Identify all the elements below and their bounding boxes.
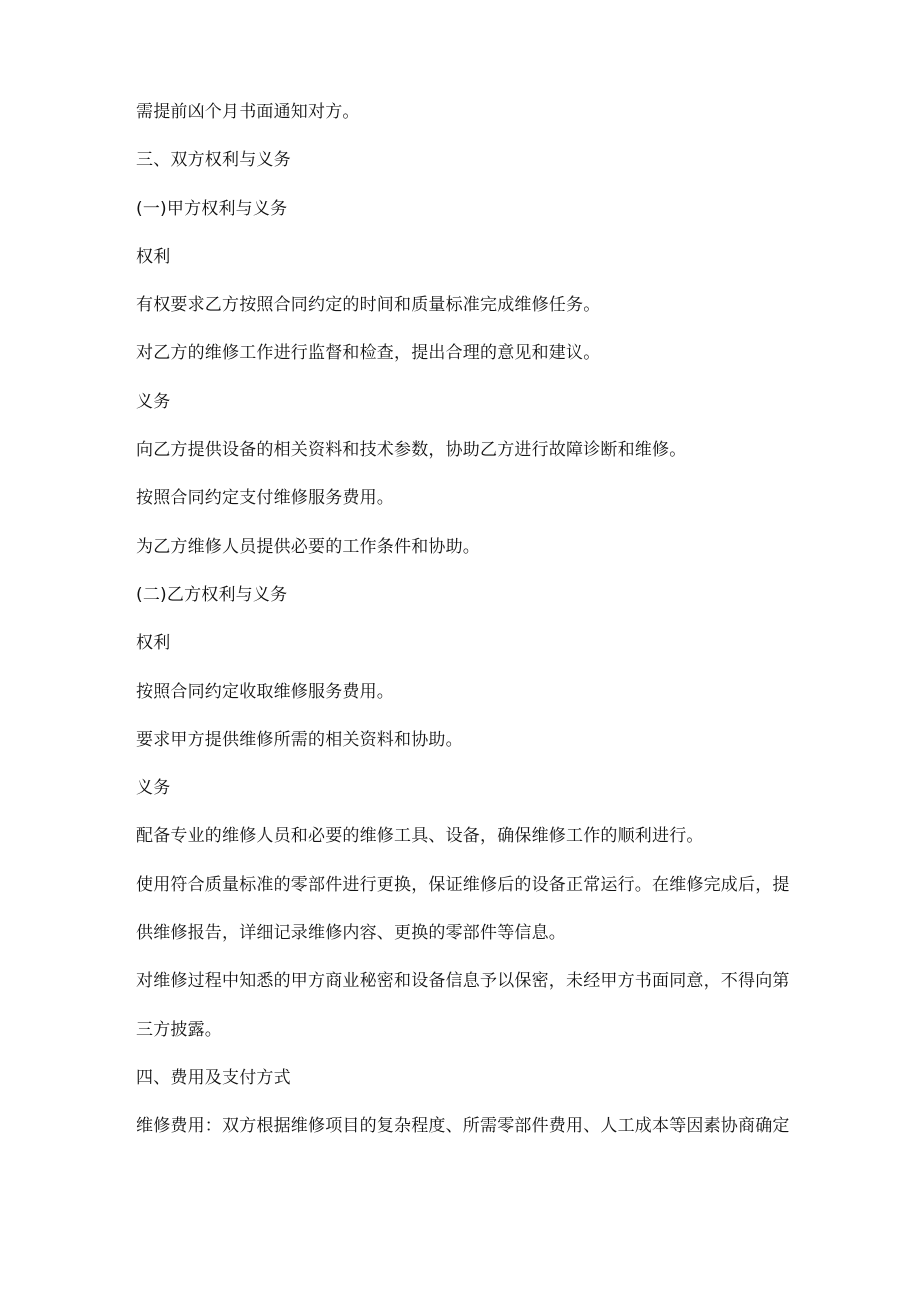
- text-line: 向乙方提供设备的相关资料和技术参数，协助乙方进行故障诊断和维修。: [136, 440, 687, 461]
- text-line: 要求甲方提供维修所需的相关资料和协助。: [136, 729, 463, 750]
- text-line: 使用符合质量标准的零部件进行更换，保证维修后的设备正常运行。在维修完成后，提: [136, 874, 790, 895]
- subsection-heading-party-a: (一)甲方权利与义务: [136, 198, 288, 219]
- text-line: 配备专业的维修人员和必要的维修工具、设备，确保维修工作的顺利进行。: [136, 826, 704, 847]
- section-heading-rights-obligations: 三、双方权利与义务: [136, 150, 291, 171]
- text-line: 三方披露。: [136, 1019, 222, 1040]
- document-body: [136, 102, 788, 1136]
- label-obligations-party-b: 义务: [136, 778, 171, 799]
- section-heading-fees-payment: 四、费用及支付方式: [136, 1067, 291, 1088]
- text-line: 按照合同约定支付维修服务费用。: [136, 488, 394, 509]
- label-rights-party-b: 权利: [136, 633, 171, 654]
- text-line: 对维修过程中知悉的甲方商业秘密和设备信息予以保密，未经甲方书面同意，不得向第: [136, 971, 790, 992]
- subsection-heading-party-b: (二)乙方权利与义务: [136, 584, 288, 605]
- text-line: 维修费用：双方根据维修项目的复杂程度、所需零部件费用、人工成本等因素协商确定: [136, 1116, 790, 1137]
- text-line: 供维修报告，详细记录维修内容、更换的零部件等信息。: [136, 923, 566, 944]
- label-obligations-party-a: 义务: [136, 391, 171, 412]
- text-line: 为乙方维修人员提供必要的工作条件和协助。: [136, 536, 480, 557]
- text-line: 对乙方的维修工作进行监督和检查，提出合理的意见和建议。: [136, 343, 601, 364]
- text-line-continuation: 需提前凶个月书面通知对方。: [136, 102, 360, 122]
- label-rights-party-a: 权利: [136, 246, 171, 267]
- text-line: 按照合同约定收取维修服务费用。: [136, 681, 394, 702]
- text-line: 有权要求乙方按照合同约定的时间和质量标准完成维修任务。: [136, 295, 601, 316]
